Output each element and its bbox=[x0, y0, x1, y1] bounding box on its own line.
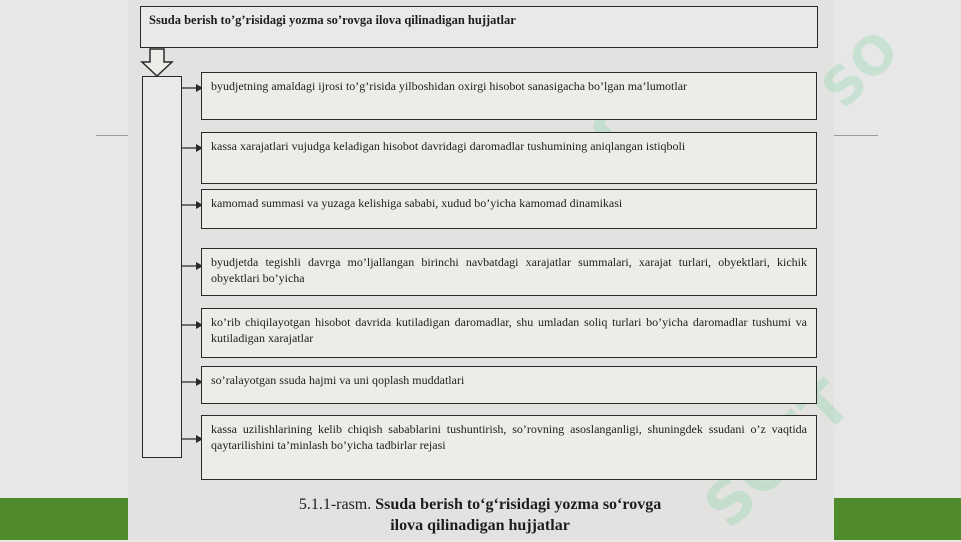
document-item-box: ko’rib chiqilayotgan hisobot davrida kutiladigan daromadlar, shu umladan soliq turlari bo’yicha daromadlar tushumi va kutiladigan xarajatlar bbox=[201, 308, 817, 358]
figure-title-line-2: ilova qilinadigan hujjatlar bbox=[390, 517, 570, 534]
down-arrow-icon bbox=[139, 48, 175, 78]
figure-number: 5.1.1-rasm. bbox=[298, 496, 372, 513]
diagram-header: Ssuda berish to’g’risidagi yozma so’rovga ilova qilinadigan hujjatlar bbox=[140, 6, 818, 48]
document-item-box: byudjetning amaldagi ijrosi to’g’risida yilboshidan oxirgi hisobot sanasigacha bo’lgan ma’lumotlar bbox=[201, 72, 817, 120]
document-item-box: so’ralayotgan ssuda hajmi va uni qoplash muddatlari bbox=[201, 366, 817, 404]
watermark-logo: SO bbox=[810, 19, 911, 121]
document-item-box: kassa xarajatlari vujudga keladigan hisobot davridagi daromadlar tushumining aniqlangan istiqboli bbox=[201, 132, 817, 184]
slide-divider-left bbox=[96, 135, 130, 136]
document-item-box: byudjetda tegishli davrga mo’ljallangan birinchi navbatdagi xarajatlar summalari, xarajat turlari, obyektlari, kichik obyektlari bo’yicha bbox=[201, 248, 817, 296]
document-item-box: kamomad summasi va yuzaga kelishiga sababi, xudud bo’yicha kamomad dinamikasi bbox=[201, 189, 817, 229]
figure-title-line-1: Ssuda berish to‘g‘risidagi yozma so‘rovga bbox=[375, 496, 662, 513]
figure-caption bbox=[200, 494, 760, 536]
document-item-box: kassa uzilishlarining kelib chiqish sabablarini tushuntirish, so’rovning asoslanganligi, shuningdek ssudani o’z vaqtida qaytarilishini ta’minlash bo’yicha tadbirlar rejasi bbox=[201, 415, 817, 480]
diagram-spine bbox=[142, 76, 182, 458]
